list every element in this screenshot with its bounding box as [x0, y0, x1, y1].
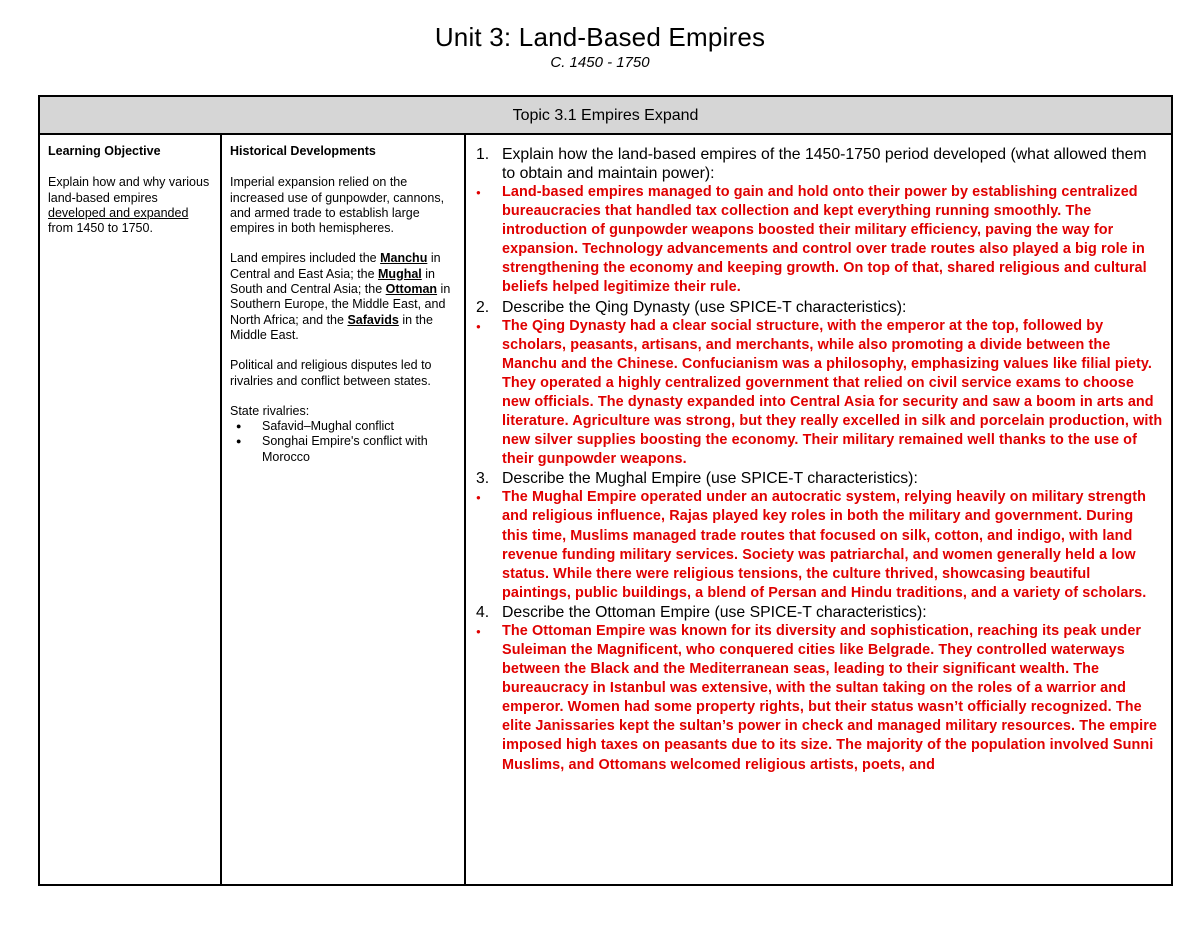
empire-name: Safavids	[347, 312, 399, 327]
topic-table	[38, 95, 1173, 886]
question	[476, 145, 1163, 183]
question-number: 2.	[476, 298, 490, 316]
rivalry-item: ● Safavid–Mughal conflict	[262, 419, 456, 434]
topic-header: Topic 3.1 Empires Expand	[40, 97, 1171, 135]
page-title: Unit 3: Land-Based Empires	[434, 22, 766, 52]
development-text: Land empires included the	[230, 251, 381, 266]
rivalries-list	[230, 419, 456, 465]
development-text: in Central and East Asia; the	[230, 251, 441, 281]
development-text: in South and Central Asia; the	[230, 266, 435, 297]
development-paragraph: Imperial expansion relied on the increased use of gunpowder, cannons, and armed trade to establish large empires in both hemispheres.	[230, 175, 445, 236]
question-number: 4.	[476, 603, 490, 621]
development-text: in the Middle East.	[230, 312, 433, 342]
answer: ● The Mughal Empire operated under an autocratic system, relying heavily on military strength and religious influence, Rajas played key roles in both the military and government. During this time, Muslims managed trade routes that focused on silk, cotton, and indigo, with land revenue funding military services. Society was patriarchal, and women generally held a low status. While there were religious tensions, the culture thrived, showcasing beautiful paintings, public buildings, a blend of Persan and Hindu traditions, and a variety of scholars.	[502, 488, 1163, 603]
question	[476, 298, 1163, 317]
development-text: in Southern Europe, the Middle East, and North Africa; and the	[230, 282, 451, 327]
empire-name: Manchu	[380, 251, 428, 266]
learning-objective-heading: Learning Objective	[48, 144, 161, 158]
question-text: Describe the Ottoman Empire (use SPICE-T characteristics):	[502, 603, 927, 621]
question-number: 1.	[476, 146, 490, 163]
answer: ● The Ottoman Empire was known for its diversity and sophistication, reaching its peak under Suleiman the Magnificent, who conquered cities like Belgrade. They controlled waterways between the Black and the Mediterranean seas, leading to their significant wealth. The bureaucracy in Istanbul was extensive, with the sultan taking on the roles of a warrior and emperor. Women had some property rights, but their status wasn’t officially recognized. The elite Janissaries kept the sultan’s power in check and managed military resources. The empire imposed high taxes on peasants due to its size. The majority of the population involved Sunni Muslims, and Ottomans welcomed religious artists, poets, and	[502, 622, 1163, 775]
learning-objective-cell	[40, 135, 222, 884]
answer: ● The Qing Dynasty had a clear social structure, with the emperor at the top, followed by scholars, peasants, artisans, and merchants, while also promoting a divide between the Manchu and the Chinese. Confucianism was a philosophy, emphasizing values like filial piety. They operated a highly centralized government that relied on civil service exams to choose new officials. The dynasty expanded into Central Asia for security and saw a boom in arts and literature. Agriculture was strong, but they really excelled in silk and porcelain production, with new silver supplies boosting the economy. Their military remained well thanks to the use of their gunpowder weapons.	[502, 317, 1163, 470]
question-text: Describe the Mughal Empire (use SPICE-T characteristics):	[502, 470, 918, 488]
historical-developments-cell	[222, 135, 466, 884]
learning-objective-underlined: developed and expanded	[48, 205, 189, 220]
answer: ● Land-based empires managed to gain and hold onto their power by establishing centralized bureaucracies that handled tax collection and kept everything running smoothly. The introduction of gunpowder weapons boosted their military efficiency, paving the way for expansion. Technology advancements and control over trade routes also played a big role in strengthening the economy and keeping growth. On top of that, shared religious and cultural beliefs helped legitimize their rule.	[502, 183, 1163, 298]
empire-name: Mughal	[378, 266, 422, 281]
rivalry-item: ● Songhai Empire's conflict with Morocco	[262, 434, 456, 465]
questions-cell	[466, 135, 1171, 884]
learning-objective-text-part: from 1450 to 1750.	[48, 221, 153, 236]
empire-name: Ottoman	[385, 282, 438, 297]
question	[476, 603, 1163, 622]
rivalries-label: State rivalries:	[230, 403, 310, 418]
historical-developments-heading: Historical Developments	[230, 144, 376, 158]
learning-objective-text-part: Explain how and why various land-based empires	[48, 175, 210, 205]
development-paragraph	[230, 251, 456, 343]
page-subtitle: C. 1450 - 1750	[550, 54, 650, 71]
question-text: Describe the Qing Dynasty (use SPICE-T characteristics):	[502, 298, 907, 316]
learning-objective-text	[48, 175, 212, 236]
question	[476, 469, 1163, 488]
development-paragraph: Political and religious disputes led to rivalries and conflict between states.	[230, 358, 432, 388]
question-text: Explain how the land-based empires of the 1450-1750 period developed (what allowed them to obtain and maintain power):	[502, 146, 1147, 182]
question-number: 3.	[476, 470, 490, 488]
